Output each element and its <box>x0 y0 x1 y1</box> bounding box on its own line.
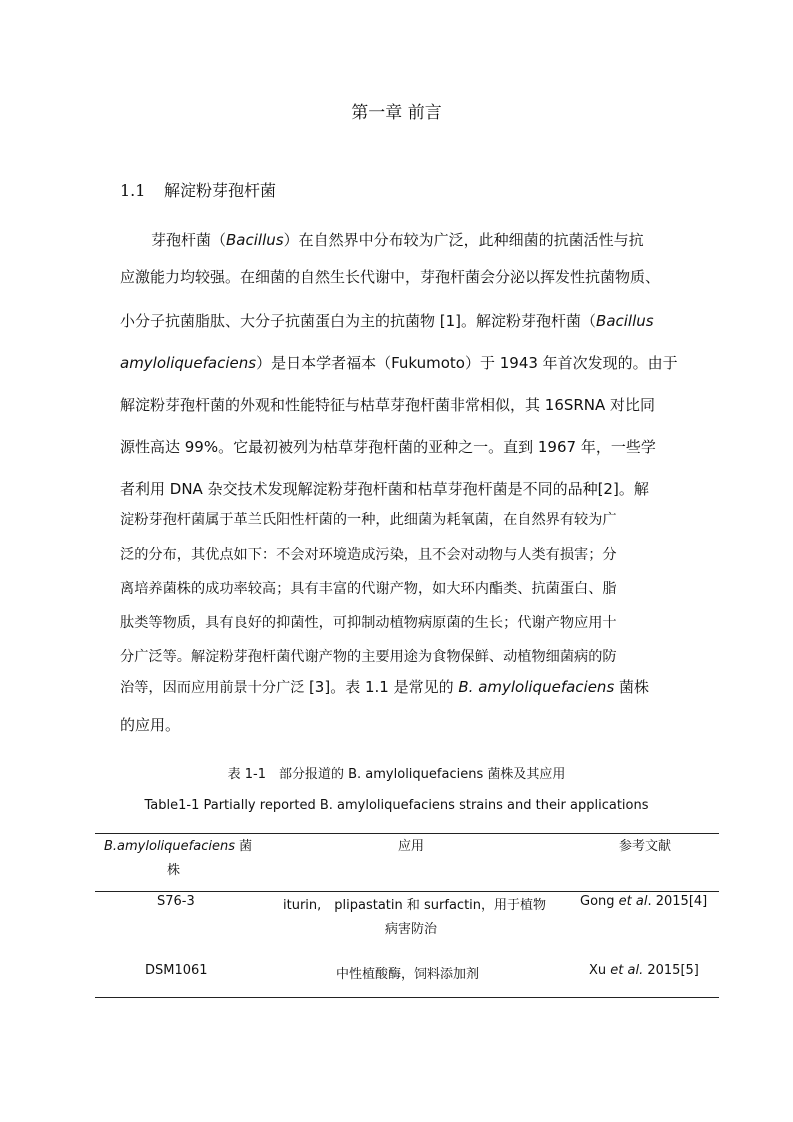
paragraph-line <box>120 478 649 499</box>
chapter-title: 第一章 前言 <box>351 103 442 123</box>
table-row-2-application: 中性植酸酶，饲料添加剂 <box>336 967 480 982</box>
table-row-2-reference <box>589 963 699 978</box>
table-header-strain <box>104 835 252 854</box>
text-run: 芽孢杆菌（ <box>151 231 227 249</box>
table-header-application: 应用 <box>398 839 425 854</box>
ref-year: 2015[5] <box>643 963 699 978</box>
text-run: 应激能力均较强。在细菌的自然生长代谢中，芽孢杆菌会分泌以挥发性抗菌物质、 <box>120 268 661 286</box>
text-run: 源性高达 99%。它最初被列为枯草芽孢杆菌的亚种之一。直到 1967 年，一些学 <box>120 438 656 456</box>
section-number: 1.1 <box>120 181 146 200</box>
table-top-rule <box>95 833 719 834</box>
paragraph-line <box>120 676 649 697</box>
table-caption-en: Table1-1 Partially reported B. amyloliquefaciens strains and their applications <box>144 798 649 813</box>
ref-year: . 2015[4] <box>647 894 708 909</box>
table-row-1-strain: S76-3 <box>157 894 195 909</box>
text-run: 菌株 <box>614 678 650 696</box>
table-row-1-application <box>283 894 546 913</box>
table-row-2-strain: DSM1061 <box>145 963 208 978</box>
text-run: 淀粉芽孢杆菌属于革兰氏阳性杆菌的一种，此细菌为耗氧菌，在自然界有较为广 <box>120 512 617 528</box>
paragraph-line <box>120 352 678 373</box>
header-strain-rest: 菌 <box>234 839 253 854</box>
table-caption-cn: 表 1-1 部分报道的 B. amyloliquefaciens 菌株及其应用 <box>227 767 566 782</box>
paragraph-line <box>120 436 656 457</box>
paragraph-line <box>151 229 644 250</box>
table-header-rule <box>95 891 719 892</box>
table-header-reference: 参考文献 <box>619 839 672 854</box>
text-run: 解淀粉芽孢杆菌的外观和性能特征与枯草芽孢杆菌非常相似，其 16SRNA 对比同 <box>120 396 656 414</box>
table-header-strain-line2: 株 <box>167 863 181 878</box>
ref-author: Gong <box>580 894 619 909</box>
ref-etal: et al. <box>610 963 644 978</box>
paragraph-line <box>120 646 617 666</box>
italic-term: Bacillus <box>596 312 654 330</box>
table-bottom-rule <box>95 997 719 998</box>
text-run: 泛的分布，其优点如下：不会对环境造成污染，且不会对动物与人类有损害；分 <box>120 547 617 563</box>
ref-etal: et al <box>618 894 648 909</box>
app-text-b: 和 <box>406 898 425 913</box>
paragraph-line <box>120 544 617 564</box>
section-title: 解淀粉芽孢杆菌 <box>164 181 277 200</box>
italic-term: Bacillus <box>226 231 284 249</box>
text-run: 治等，因而应用前景十分广泛 <box>120 680 309 696</box>
text-run: 的应用。 <box>120 716 181 734</box>
italic-term: B. amyloliquefaciens <box>458 678 615 696</box>
table-row-1-reference <box>580 894 707 909</box>
paragraph-line <box>120 714 180 735</box>
italic-term: amyloliquefaciens <box>120 354 257 372</box>
text-run: 肽类等物质，具有良好的抑菌性，可抑制动植物病原菌的生长；代谢产物应用十 <box>120 615 617 631</box>
paragraph-line <box>120 394 655 415</box>
text-run: 分广泛等。解淀粉芽孢杆菌代谢产物的主要用途为食物保鲜、动植物细菌病的防 <box>120 649 617 665</box>
text-run: 者利用 DNA 杂交技术发现解淀粉芽孢杆菌和枯草芽孢杆菌是不同的品种[2]。解 <box>120 480 649 498</box>
paragraph-line <box>120 578 617 598</box>
app-text-c: surfactin <box>424 898 482 913</box>
text-run: ）是日本学者福本（Fukumoto）于 1943 年首次发现的。由于 <box>256 354 678 372</box>
ref-author: Xu <box>589 963 611 978</box>
paragraph-line <box>120 612 617 632</box>
table-row-1-application-line2: 病害防治 <box>385 922 438 937</box>
paragraph-line <box>120 509 617 529</box>
section-heading <box>120 178 276 201</box>
header-strain-italic: B.amyloliquefaciens <box>104 839 235 854</box>
app-text-d: ，用于植物 <box>481 898 547 913</box>
text-run: 离培养菌株的成功率较高；具有丰富的代谢产物，如大环内酯类、抗菌蛋白、脂 <box>120 581 617 597</box>
text-run: ）在自然界中分布较为广泛，此种细菌的抗菌活性与抗 <box>283 231 644 249</box>
paragraph-line <box>120 266 660 287</box>
text-run: 小分子抗菌脂肽、大分子抗菌蛋白为主的抗菌物 [1]。解淀粉芽孢杆菌（ <box>120 312 597 330</box>
paragraph-line <box>120 310 654 331</box>
text-run: [3]。表 1.1 是常见的 <box>308 678 459 696</box>
app-text-a: iturin, plipastatin <box>283 898 407 913</box>
